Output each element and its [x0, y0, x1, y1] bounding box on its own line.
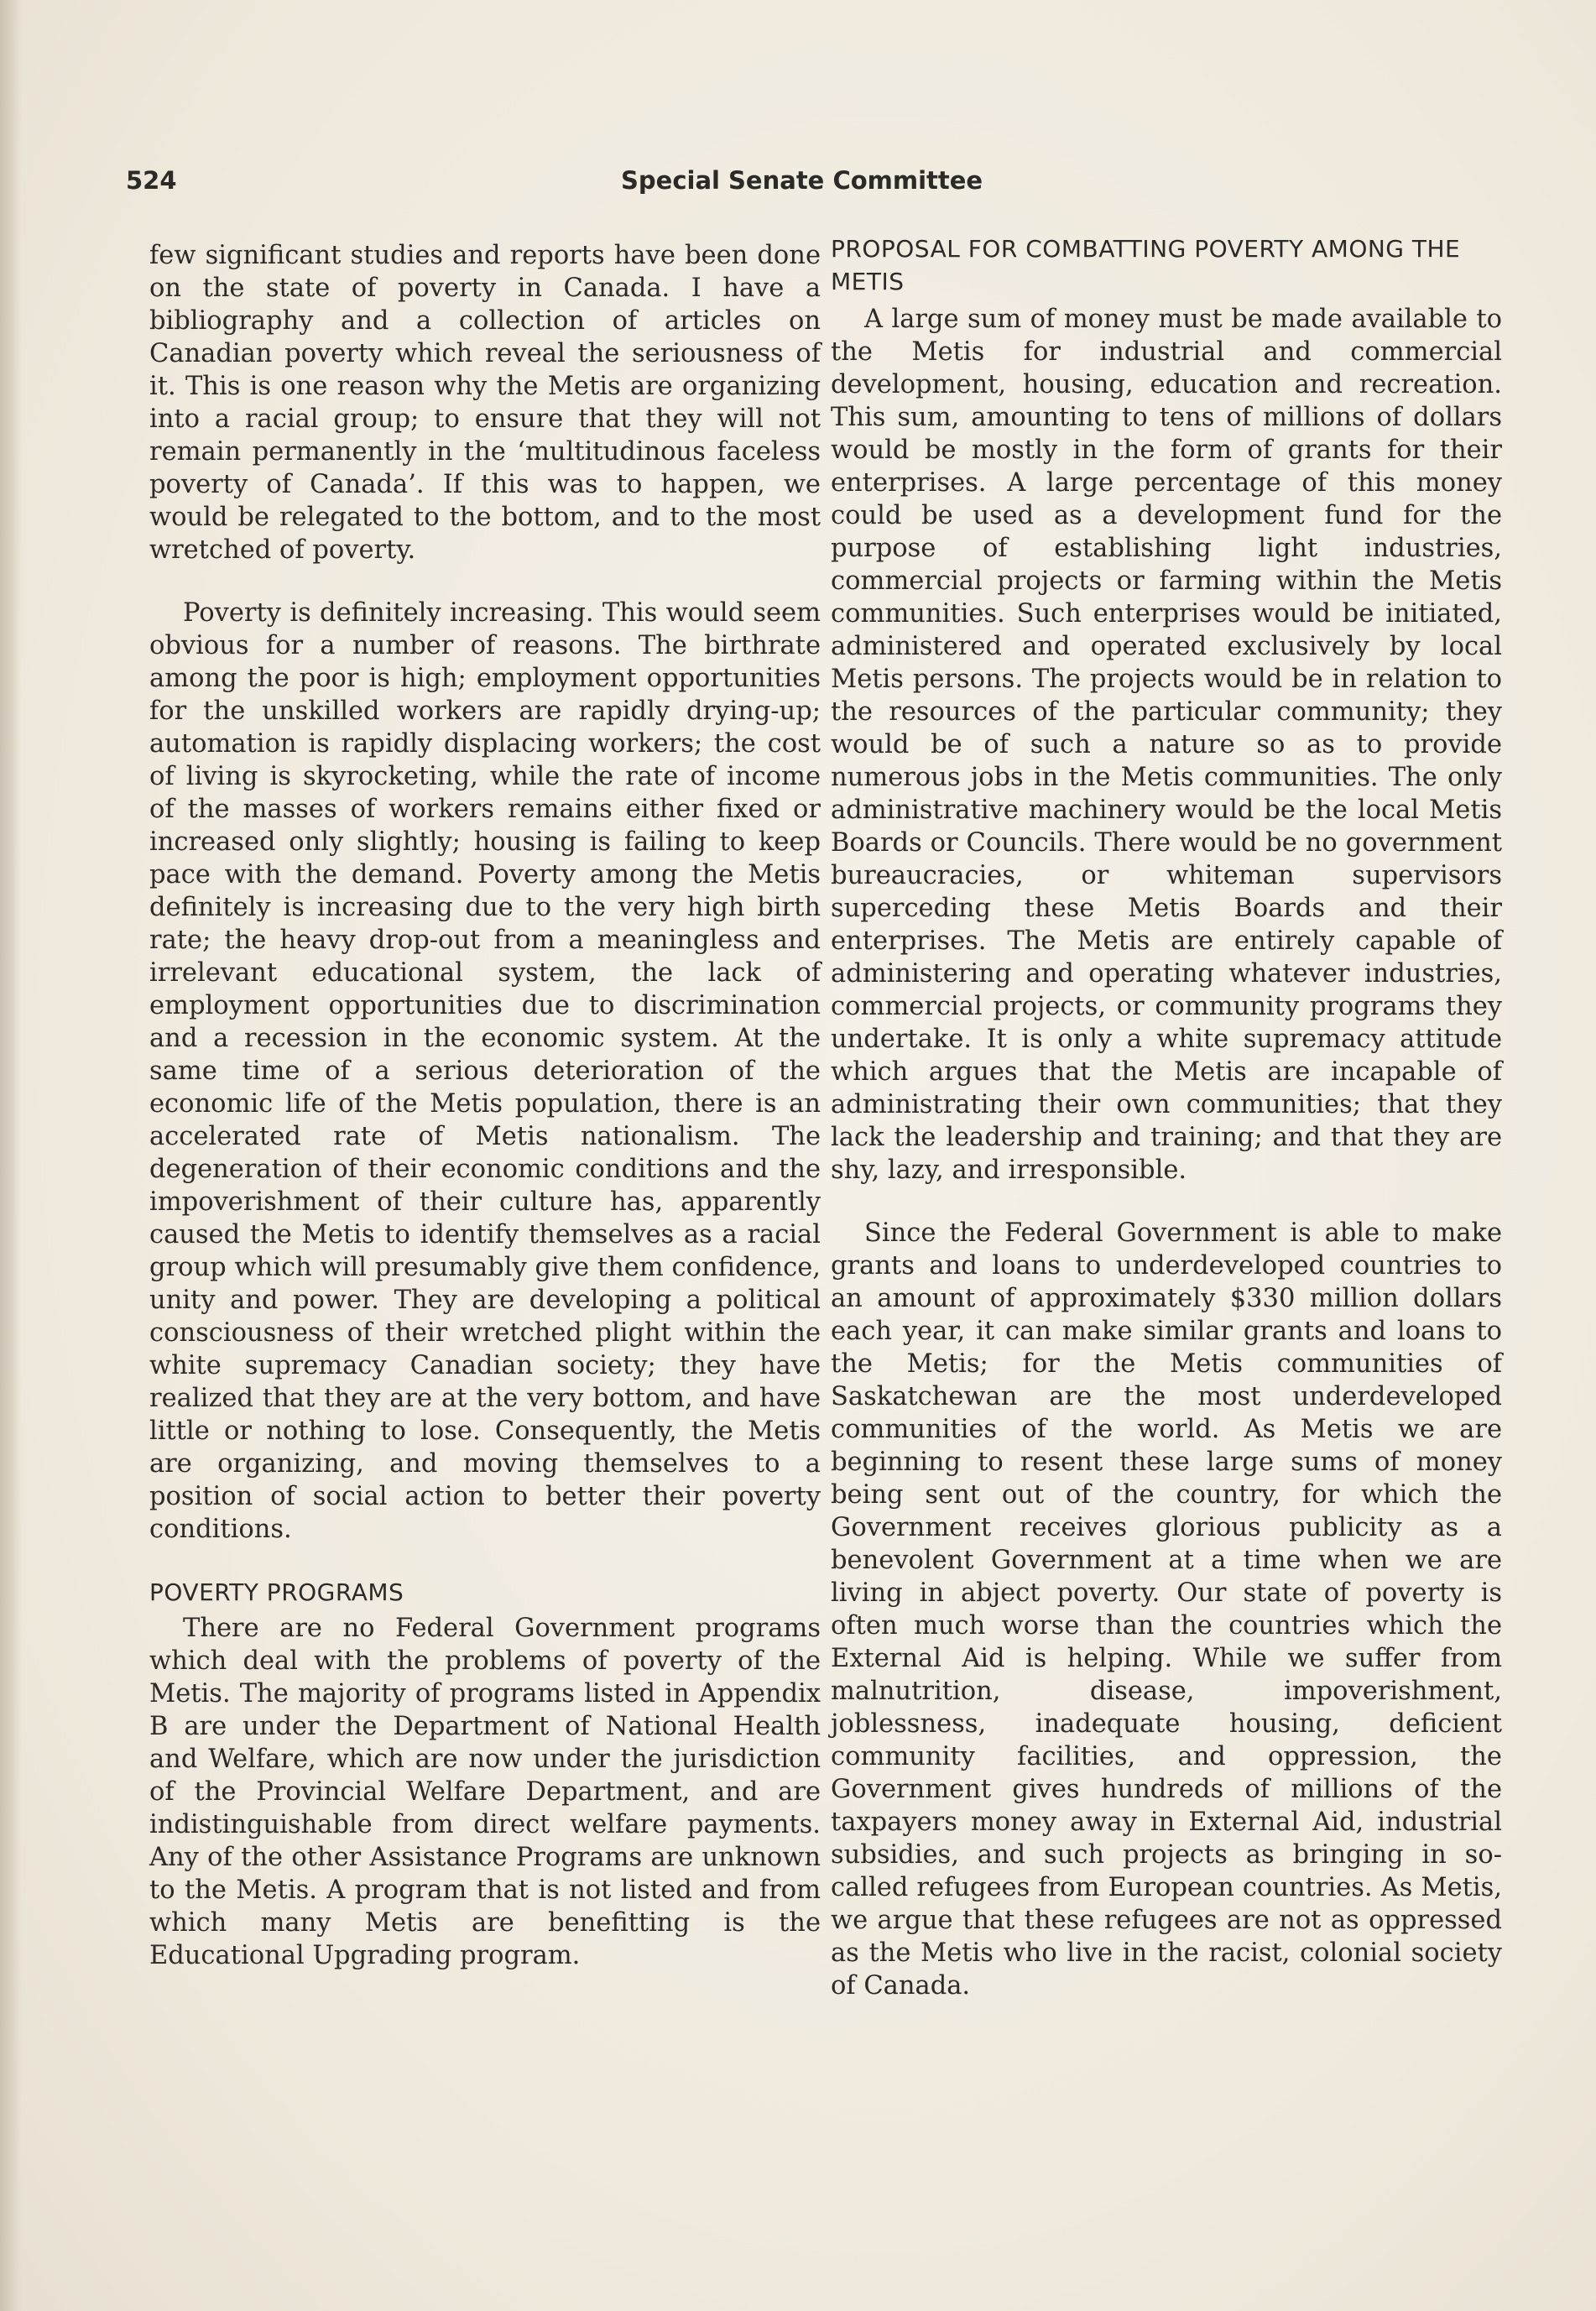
left-column: [149, 239, 821, 2002]
left-paragraph-3: There are no Federal Government programs which deal with the problems of poverty of the Metis. The majority of programs listed in Appendix B are under the Department of National Health and Welfare, which are now under the jurisdiction of the Provincial Welfare Department, and are indistinguishable from direct welfare payments. Any of the other Assistance Programs are unknown to the Metis. A program that is not listed and from which many Metis are benefitting is the Educational Upgrading program.: [149, 1614, 821, 1970]
running-head: Special Senate Committee: [621, 166, 983, 195]
right-paragraph-1: A large sum of money must be made available to the Metis for industrial and commercial development, housing, education and recreation. This sum, amounting to tens of millions of dollars would be mostly in the form of grants for their enterprises. A large percentage of this money could be used as a development fund for the purpose of establishing light industries, commercial projects or farming within the Metis communities. Such enterprises would be initiated, administered and operated exclusively by local Metis persons. The projects would be in relation to the resources of the particular community; they would be of such a nature so as to provide numerous jobs in the Metis communities. The only administrative machinery would be the local Metis Boards or Councils. There would be no government bureaucracies, or whiteman supervisors superceding these Metis Boards and their enterprises. The Metis are entirely capable of administering and operating whatever industries, commercial projects, or community programs they undertake. It is only a white supremacy attitude which argues that the Metis are incapable of administrating their own communities; that they lack the leadership and training; and that they are shy, lazy, and irresponsible.: [831, 305, 1502, 1185]
left-paragraph-2: Poverty is definitely increasing. This would seem obvious for a number of reasons. The birthrate among the poor is high; employment opportunities for the unskilled workers are rapidly drying-up; automation is rapidly displacing workers; the cost of living is skyrocketing, while the rate of income of the masses of workers remains either fixed or increased only slightly; housing is failing to keep pace with the demand. Poverty among the Metis definitely is increasing due to the very high birth rate; the heavy drop-out from a meaningless and irrelevant educational system, the lack of employment opportunities due to discrimination and a recession in the economic system. At the same time of a serious deterioration of the economic life of the Metis population, there is an accelerated rate of Metis nationalism. The degeneration of their economic conditions and the impoverishment of their culture has, apparently caused the Metis to identify themselves as a racial group which will presumably give them confidence, unity and power. They are developing a political consciousness of their wretched plight within the white supremacy Canadian society; they have realized that they are at the very bottom, and have little or nothing to lose. Consequently, the Metis are organizing, and moving themselves to a position of social action to better their poverty conditions.: [149, 598, 821, 1544]
section-heading-poverty-programs: POVERTY PROGRAMS: [149, 1578, 404, 1606]
right-paragraph-2: Since the Federal Government is able to make grants and loans to underdeveloped countries to an amount of approximately $330 million dollars each year, it can make similar grants and loans to the Metis; for the Metis communities of Saskatchewan are the most underdeveloped communities of the world. As Metis we are beginning to resent these large sums of money being sent out of the country, for which the Government receives glorious publicity as a benevolent Government at a time when we are living in abject poverty. Our state of poverty is often much worse than the countries which the External Aid is helping. While we suffer from malnutrition, disease, impoverishment, joblessness, inadequate housing, deficient community facilities, and oppression, the Government gives hundreds of millions of the taxpayers money away in External Aid, industrial subsidies, and such projects as bringing in so-called refugees from European countries. As Metis, we argue that these refugees are not as oppressed as the Metis who live in the racist, colonial society of Canada.: [831, 1218, 1502, 2001]
section-heading-proposal: PROPOSAL FOR COMBATTING POVERTY AMONG THE METIS: [831, 235, 1461, 295]
left-paragraph-1: few significant studies and reports have been done on the state of poverty in Canada. I have a bibliography and a collection of articles on Canadian poverty which reveal the seriousness of it. This is one reason why the Metis are organizing into a racial group; to ensure that they will not remain permanently in the ‘multitudinous faceless poverty of Canada’. If this was to happen, we would be relegated to the bottom, and to the most wretched of poverty.: [149, 241, 821, 565]
page-header: [126, 166, 1502, 208]
right-column: [831, 232, 1502, 2032]
binding-shadow: [0, 0, 22, 2311]
page-number: 524: [126, 166, 177, 195]
